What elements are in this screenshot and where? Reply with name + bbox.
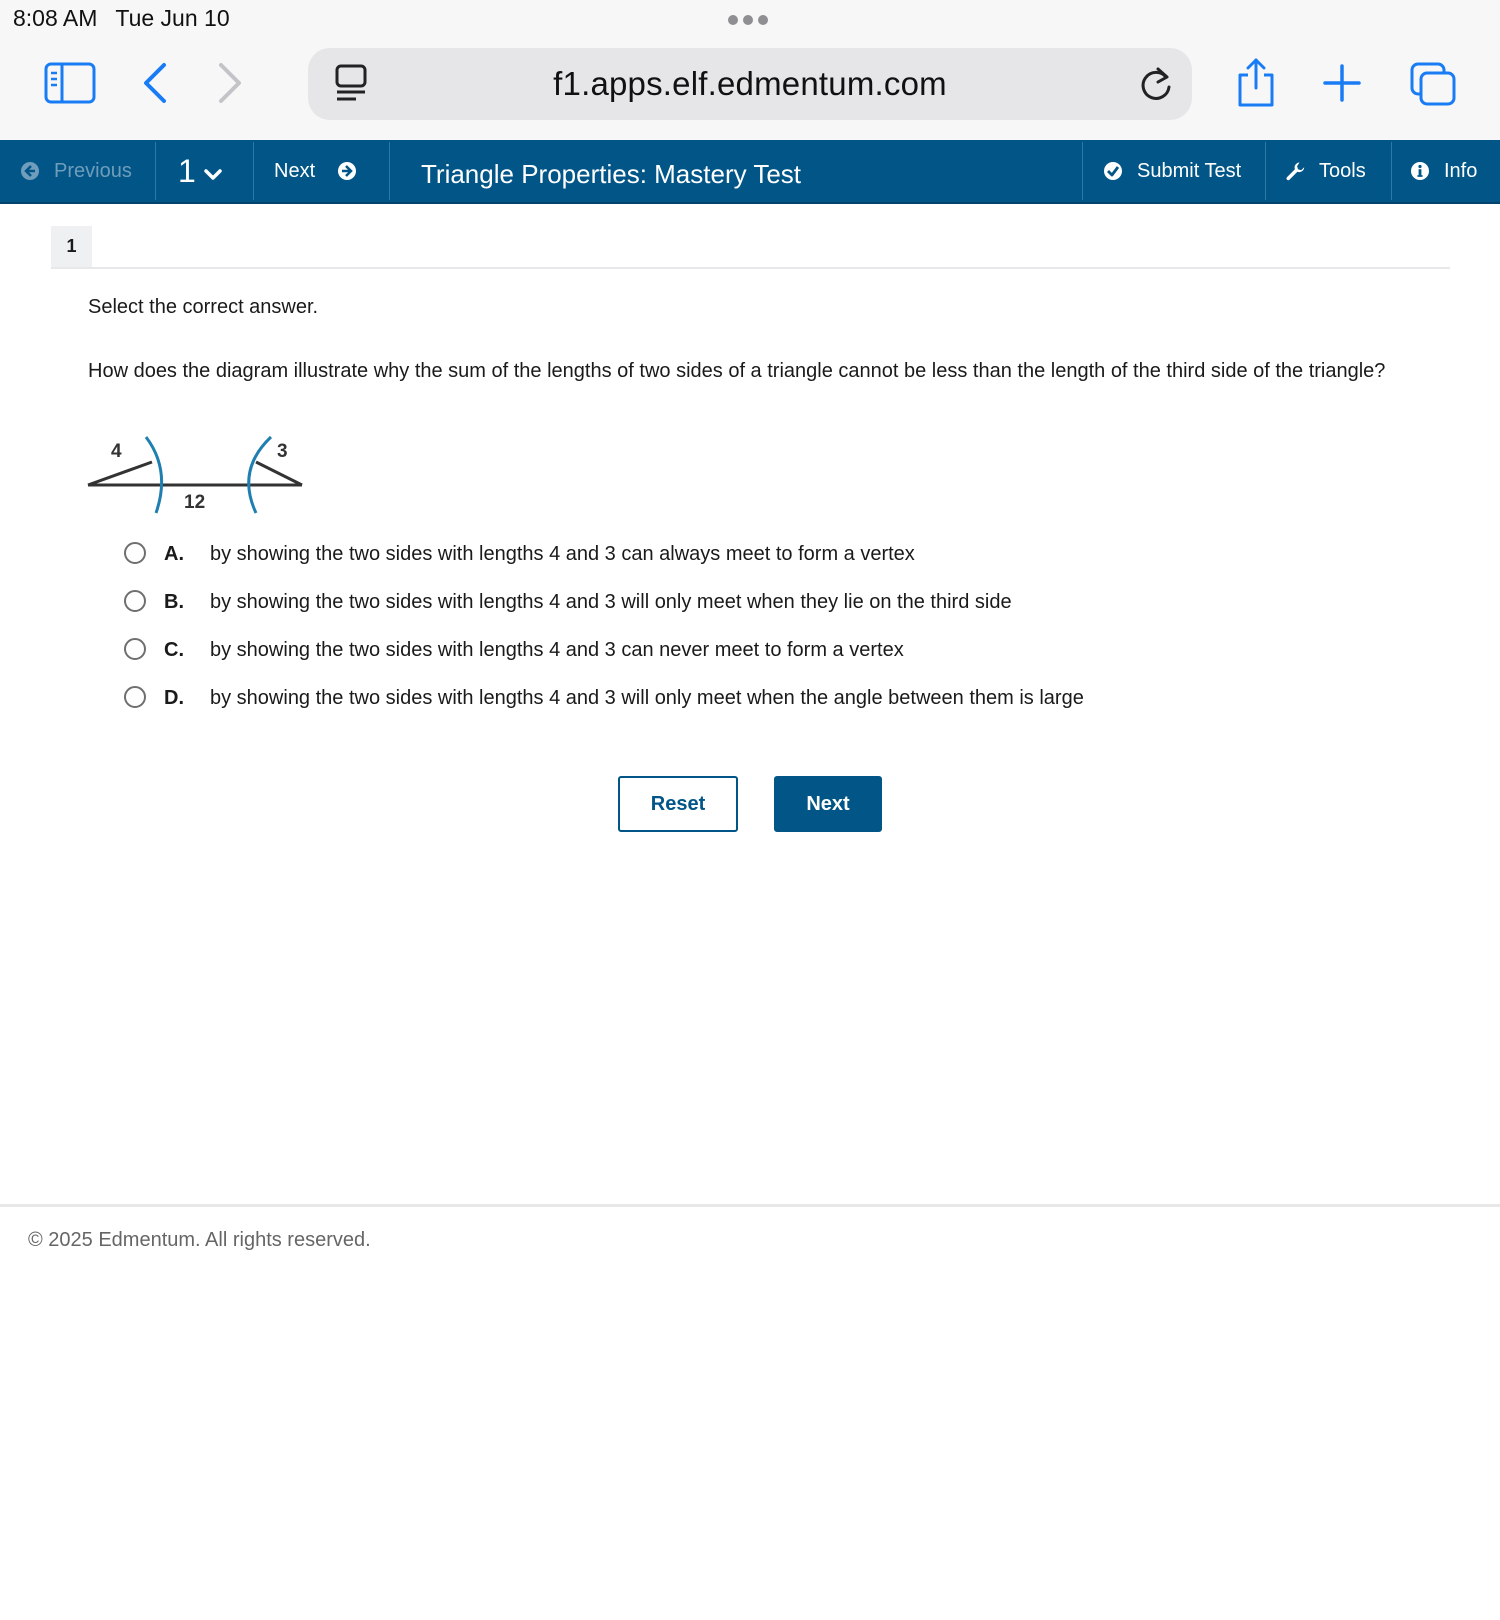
- footer-divider: [0, 1204, 1500, 1207]
- arrow-right-circle-icon: [337, 161, 357, 181]
- diagram-side-right: [256, 462, 302, 485]
- reload-icon[interactable]: [1138, 65, 1174, 103]
- toolbar-divider: [155, 142, 156, 200]
- choice-letter: C.: [164, 639, 184, 661]
- test-toolbar: [0, 140, 1500, 204]
- submit-test-button[interactable]: [1103, 140, 1241, 202]
- reset-button[interactable]: Reset: [618, 776, 738, 832]
- sidebar-icon[interactable]: [44, 62, 96, 104]
- info-button[interactable]: [1410, 140, 1477, 202]
- toolbar-divider: [1265, 142, 1266, 200]
- submit-test-label: Submit Test: [1137, 159, 1242, 182]
- chevron-down-icon: [204, 169, 222, 181]
- wrench-icon: [1285, 161, 1305, 181]
- choice-text[interactable]: by showing the two sides with lengths 4 and 3 will only meet when they lie on the third side: [210, 591, 1012, 613]
- test-title: Triangle Properties: Mastery Test: [421, 158, 802, 189]
- question-number-dropdown[interactable]: [178, 140, 222, 202]
- info-icon: [1410, 161, 1430, 181]
- choice-d[interactable]: [124, 679, 1084, 727]
- question-number: 1: [178, 152, 196, 189]
- url-text: f1.apps.elf.edmentum.com: [553, 65, 947, 102]
- radio-button[interactable]: [124, 542, 146, 564]
- choice-letter: B.: [164, 591, 184, 613]
- choice-text[interactable]: by showing the two sides with lengths 4 and 3 can never meet to form a vertex: [210, 639, 904, 661]
- toolbar-divider: [389, 142, 390, 200]
- question-tab-rule: [51, 267, 1450, 269]
- diagram-label-left: 4: [111, 441, 122, 462]
- toolbar-divider: [1391, 142, 1392, 200]
- browser-chrome: [0, 0, 1500, 140]
- question-tab[interactable]: 1: [51, 226, 92, 267]
- tabs-icon[interactable]: [1410, 62, 1456, 106]
- share-icon[interactable]: [1236, 58, 1276, 108]
- instruction-text: Select the correct answer.: [88, 296, 319, 318]
- choice-text[interactable]: by showing the two sides with lengths 4 and 3 will only meet when the angle between them is large: [210, 687, 1084, 709]
- choice-a[interactable]: [124, 535, 915, 583]
- toolbar-divider: [1082, 142, 1083, 200]
- toolbar-next-button[interactable]: [274, 140, 357, 202]
- status-bar: [13, 5, 248, 32]
- diagram-label-right: 3: [277, 441, 288, 462]
- toolbar-divider: [253, 142, 254, 200]
- toolbar-next-label: Next: [274, 159, 316, 182]
- choice-text[interactable]: by showing the two sides with lengths 4 and 3 can always meet to form a vertex: [210, 543, 915, 565]
- previous-label: Previous: [54, 159, 132, 182]
- forward-icon[interactable]: [215, 62, 245, 104]
- diagram-arc-right: [249, 437, 271, 513]
- diagram-side-left: [88, 462, 152, 485]
- diagram-arc-left: [146, 437, 162, 513]
- answer-choices: [124, 535, 1084, 727]
- arrow-left-circle-icon: [20, 161, 40, 181]
- tools-button[interactable]: [1285, 140, 1366, 202]
- back-icon[interactable]: [140, 62, 170, 104]
- next-button[interactable]: Next: [774, 776, 882, 832]
- check-circle-icon: [1103, 161, 1123, 181]
- diagram-label-base: 12: [184, 492, 206, 513]
- triangle-diagram: [86, 430, 316, 525]
- choice-c[interactable]: [124, 631, 904, 679]
- choice-b[interactable]: [124, 583, 1012, 631]
- question-prompt: How does the diagram illustrate why the sum of the lengths of two sides of a triangle cannot be less than the length of the third side of the triangle?: [88, 360, 1386, 382]
- new-tab-icon[interactable]: [1323, 64, 1361, 102]
- status-date: Tue Jun 10: [115, 5, 230, 31]
- radio-button[interactable]: [124, 638, 146, 660]
- choice-letter: D.: [164, 687, 184, 709]
- tools-label: Tools: [1319, 159, 1366, 182]
- status-time: 8:08 AM: [13, 5, 98, 31]
- footer-copyright: © 2025 Edmentum. All rights reserved.: [28, 1229, 371, 1251]
- multitasking-dots-icon[interactable]: [728, 15, 768, 25]
- choice-letter: A.: [164, 543, 184, 565]
- info-label: Info: [1444, 159, 1478, 182]
- previous-button[interactable]: [20, 140, 132, 202]
- radio-button[interactable]: [124, 686, 146, 708]
- radio-button[interactable]: [124, 590, 146, 612]
- address-bar[interactable]: [308, 48, 1192, 120]
